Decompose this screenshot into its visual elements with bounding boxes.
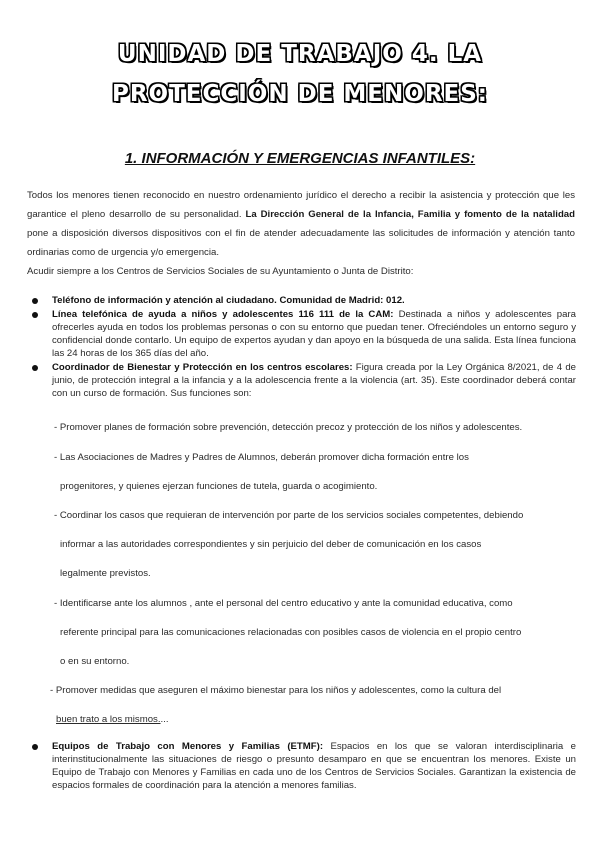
function-line: informar a las autoridades correspondientes y sin perjuicio del deber de comunicación en los casos (60, 539, 482, 550)
etmf-list (24, 740, 576, 793)
resources-list (24, 294, 576, 401)
intro-text: Todos los menores tienen reconocido en nuestro ordenamiento jurídico el derecho a recibir la asistencia y protección que les garantice el pleno desarrollo de su personalidad. (27, 190, 575, 220)
unit-title-line-2: PROTECCIÓN DE MENORES: (111, 81, 489, 107)
intro-paragraph (27, 186, 575, 262)
function-line: - Promover planes de formación sobre prevención, detección precoz y protección de los niños y adolescentes. (54, 422, 523, 433)
intro-bold-entity: La Dirección General de la Infancia, Familia y fomento de la natalidad (245, 209, 576, 220)
function-line: - Promover medidas que aseguren el máximo bienestar para los niños y adolescentes, como la cultura del (50, 685, 502, 696)
bullet-bold: Teléfono de información y atención al ciudadano. Comunidad de Madrid: 012. (52, 295, 405, 306)
list-item (24, 294, 576, 307)
bullet-icon (32, 744, 38, 750)
bullet-bold: Coordinador de Bienestar y Protección en los centros escolares: (52, 362, 353, 373)
bullet-bold: Equipos de Trabajo con Menores y Familias (ETMF): (52, 741, 324, 752)
acudir-paragraph: Acudir siempre a los Centros de Servicios Sociales de su Ayuntamiento o Junta de Distrito: (27, 266, 414, 277)
function-line: legalmente previstos. (60, 568, 151, 579)
bullet-icon (32, 312, 38, 318)
bullet-icon (32, 298, 38, 304)
function-line: - Identificarse ante los alumnos , ante el personal del centro educativo y ante la comunidad educativa, como (54, 598, 513, 609)
function-line (56, 713, 169, 727)
bullet-text: Destinada a niños y adolescentes para ofrecerles ayuda en todos los problemas personas o con su entorno que puedan tener. Ofreciéndoles un entorno seguro y confidencial donde contarlo. Un equipo de expertos ayudan y dan apoyo en la búsqueda de una salida. Esta línea funciona las 24 horas de los 365 días del año. (52, 309, 576, 359)
bullet-icon (32, 365, 38, 371)
bullet-text: Figura creada por la Ley Orgánica 8/2021, de 4 de junio, de protección integral a la infancia y a la adolescencia frente a la violencia (art. 35). Este coordinador deberá contar con un curso de formación. Sus funciones son: (52, 362, 576, 399)
list-item (24, 740, 576, 792)
function-line: progenitores, y quienes ejerzan funciones de tutela, guarda o acogimiento. (60, 481, 378, 492)
bullet-text: Espacios en los que se valoran interdisciplinaria e interinstitucionalmente las situaciones de riesgo o presunto desamparo en que se encuentran los menores. Existe un Equipo de Trabajo con Menores y Familias en cada uno de los Centros de Servicios Sociales. Garantizan la existencia de espacios formales de coordinación para la atención a menores familias. (52, 741, 577, 791)
function-line: referente principal para las comunicaciones relacionadas con posibles casos de violencia en el propio centro (60, 627, 522, 638)
underlined-phrase: buen trato a los mismos. (56, 714, 161, 725)
intro-text-end: pone a disposición diversos dispositivos con el fin de atender adecuadamente las solicitudes de información y atención tanto ordinarias como de urgencia y/o emergencia. (27, 228, 575, 258)
list-item (24, 361, 576, 400)
bullet-bold: Línea telefónica de ayuda a niños y adolescentes 116 111 de la CAM: (52, 309, 394, 320)
unit-title-line-1: UNIDAD DE TRABAJO 4. LA (117, 41, 483, 67)
list-item (24, 308, 576, 360)
function-line: - Las Asociaciones de Madres y Padres de Alumnos, deberán promover dicha formación entre los (54, 452, 469, 463)
unit-title (40, 34, 560, 114)
function-line: o en su entorno. (60, 656, 130, 667)
section-heading: 1. INFORMACIÓN Y EMERGENCIAS INFANTILES: (124, 150, 476, 167)
ellipsis: ... (160, 714, 169, 725)
function-line: - Coordinar los casos que requieran de intervención por parte de los servicios sociales competentes, debiendo (54, 510, 524, 521)
